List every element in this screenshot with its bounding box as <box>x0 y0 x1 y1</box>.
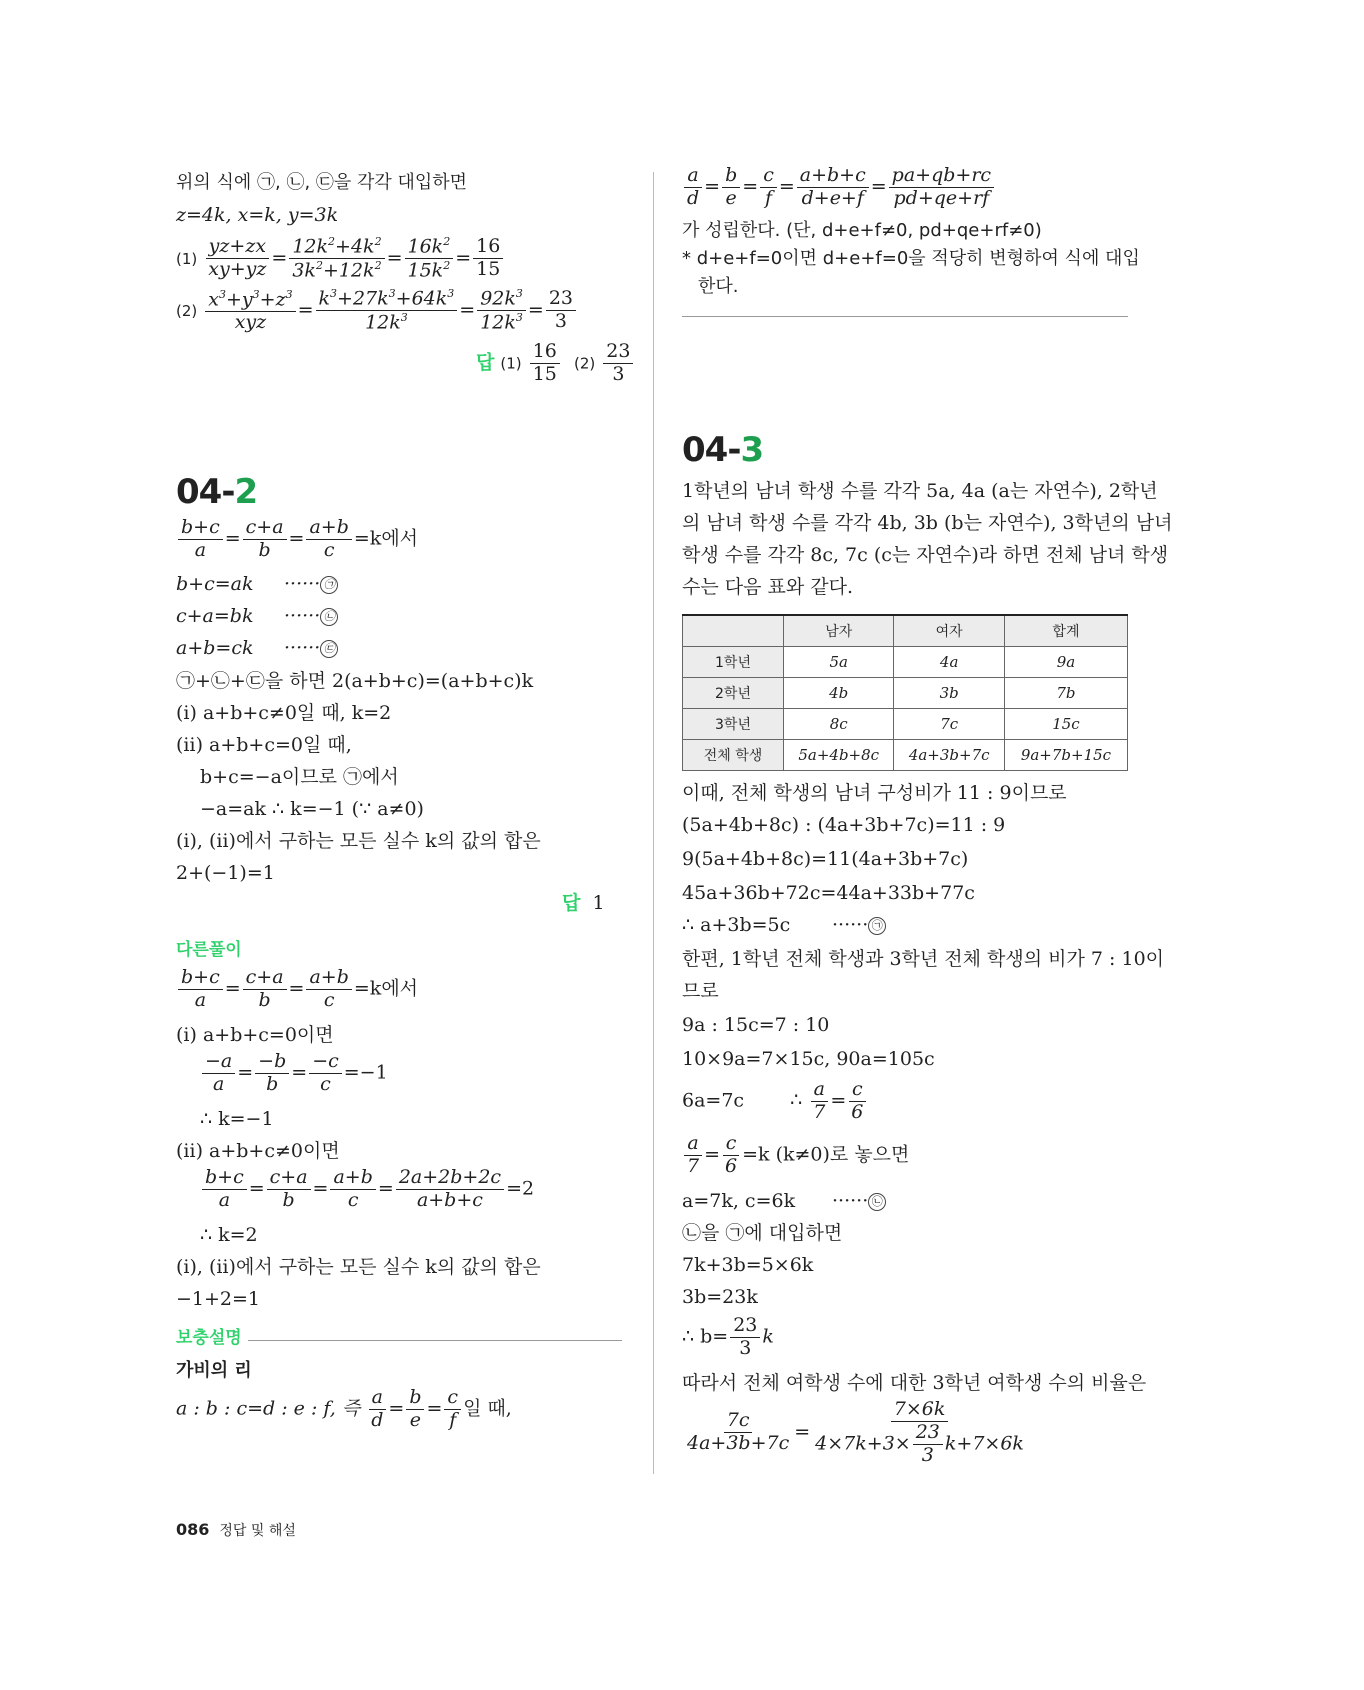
supplement-title: 보충설명 <box>176 1328 242 1348</box>
conclusion-line: (ⅰ), (ⅱ)에서 구하는 모든 실수 k의 값의 합은 <box>176 830 541 852</box>
sol-r3: 9(5a+4b+8c)=11(4a+3b+7c) <box>682 848 969 870</box>
sol-r11-tail: =k (k≠0)로 놓으면 <box>742 1143 910 1166</box>
table-cell: 8c <box>784 709 894 740</box>
section-heading-04-2 <box>176 472 257 512</box>
alt-k1: ∴ k=−1 <box>200 1108 274 1130</box>
therefore-symbol: ∴ <box>790 1089 803 1112</box>
answer-2-value: 1 <box>592 892 605 914</box>
case2a-line: b+c=−a이므로 ㉠에서 <box>200 766 399 788</box>
sol-r7: 므로 <box>682 980 719 1002</box>
heading-number: 2 <box>234 472 258 512</box>
sol-r13: ㉡을 ㉠에 대입하면 <box>682 1222 843 1244</box>
dots: ······ <box>832 914 869 936</box>
sol-r11: $\frac{a}{7}$ = $\frac{c}{6}$ =k (k≠0)로 놓으면 <box>682 1134 909 1177</box>
alt-given-equation: $\frac{b+c}{a}$ = $\frac{c+a}{b}$ = $\frac{a+b}{c}$ =k에서 <box>176 968 418 1011</box>
final-ratio: $\frac{7c}{4a+3b+7c}$ = 7×6k 4×7k+3× $\frac{23}{3}$ k+7×6k <box>687 1398 1024 1466</box>
problem-p4: 수는 다음 표와 같다. <box>682 576 853 598</box>
table-cell: 7c <box>894 709 1004 740</box>
answer-label: 답 <box>476 351 495 374</box>
table-cell: 1학년 <box>683 647 784 678</box>
heading-prefix: 04- <box>682 430 741 470</box>
sol-r16-pre: ∴ b= <box>682 1325 729 1348</box>
part2-equation: (2) $\frac{x^3+y^3+z^3}{\text{xyz}}$ = $\frac{k^3+27k^3+64k^3}{12k^3}$ = $\frac{92k^3}{12k^3}$ = $\frac{23}{3}$ <box>176 288 578 334</box>
answer-label: 답 <box>562 892 581 914</box>
alt-case1-eq: $\frac{-a}{a}$ = $\frac{-b}{b}$ = $\frac{-c}{c}$ =−1 <box>200 1052 388 1095</box>
table-header-row <box>683 615 1128 647</box>
top-rule <box>682 316 1128 317</box>
answer-part1-label: (1) <box>500 354 522 373</box>
alt-conclusion: (ⅰ), (ⅱ)에서 구하는 모든 실수 k의 값의 합은 <box>176 1256 541 1278</box>
circle-2-label: ㉡ <box>868 1193 886 1211</box>
student-table <box>682 614 1128 771</box>
table-cell: 7b <box>1004 678 1127 709</box>
part1-equation: (1) $\frac{yz+zx}{xy+yz}$ = $\frac{12k^2+4k^2}{3k^2+12k^2}$ = $\frac{16k^2}{15k^2}$ = $\frac{16}{15}$ <box>176 236 505 282</box>
gabi-equation: $\frac{a}{d}$ = $\frac{b}{e}$ = $\frac{c}{f}$ = $\frac{a+b+c}{d+e+f}$ = $\frac{pa+qb+rc}{pd+qe+rf}$ <box>682 166 996 209</box>
result-line: 2+(−1)=1 <box>176 862 275 884</box>
table-header: 여자 <box>894 615 1004 647</box>
table-cell: 4a <box>894 647 1004 678</box>
given-equation: $\frac{b+c}{a}$ = $\frac{c+a}{b}$ = $\frac{a+b}{c}$ =k에서 <box>176 518 418 561</box>
part1-label: (1) <box>176 249 198 268</box>
table-row <box>683 647 1128 678</box>
sol-r16: ∴ b= $\frac{23}{3}$ k <box>682 1314 774 1359</box>
eq2-line <box>176 605 335 627</box>
table-row <box>683 740 1128 771</box>
heading-number: 3 <box>740 430 764 470</box>
dots: ······ <box>284 573 321 595</box>
sol-r14: 7k+3b=5×6k <box>682 1254 814 1276</box>
gabi-condition: 가 성립한다. (단, d+e+f≠0, pd+qe+rf≠0) <box>682 220 1042 241</box>
table-row <box>683 709 1128 740</box>
page-footer <box>176 1520 296 1540</box>
eq-suffix: =k에서 <box>353 977 419 1000</box>
table-cell: 4b <box>784 678 894 709</box>
sol-r17: 따라서 전체 여학생 수에 대한 3학년 여학생 수의 비율은 <box>682 1372 1147 1394</box>
section-heading-04-3 <box>682 430 763 470</box>
sol-r2: (5a+4b+8c) : (4a+3b+7c)=11 : 9 <box>682 814 1006 836</box>
supplement-rule <box>248 1340 622 1341</box>
sol-r12-text: a=7k, c=6k <box>682 1190 796 1212</box>
table-row <box>683 678 1128 709</box>
alt-case2-tail: =2 <box>506 1177 535 1200</box>
sol-r12 <box>682 1190 883 1212</box>
table-header: 남자 <box>784 615 894 647</box>
table-cell: 15c <box>1004 709 1127 740</box>
circle-1-label: ㉠ <box>320 576 338 594</box>
circle-3-label: ㉢ <box>320 640 338 658</box>
sol-r1: 이때, 전체 학생의 남녀 구성비가 11 : 9이므로 <box>682 782 1067 804</box>
alt-case1-tail: =−1 <box>343 1061 388 1084</box>
table-cell: 9a+7b+15c <box>1004 740 1127 771</box>
case2b-line: −a=ak ∴ k=−1 (∵ a≠0) <box>200 798 424 820</box>
table-header <box>683 615 784 647</box>
alt-result: −1+2=1 <box>176 1288 261 1310</box>
alt-k2: ∴ k=2 <box>200 1224 258 1246</box>
dots: ······ <box>284 605 321 627</box>
problem-p1: 1학년의 남녀 학생 수를 각각 5a, 4a (a는 자연수), 2학년 <box>682 480 1158 502</box>
sol-r15: 3b=23k <box>682 1286 758 1308</box>
eq2: c+a=bk <box>176 605 254 627</box>
column-divider <box>653 172 654 1474</box>
sum-line: ㉠+㉡+㉢을 하면 2(a+b+c)=(a+b+c)k <box>176 670 534 692</box>
eq1: b+c=ak <box>176 573 254 595</box>
table-cell: 2학년 <box>683 678 784 709</box>
circle-1-label: ㉠ <box>868 917 886 935</box>
supp-post: 일 때, <box>463 1397 512 1420</box>
sol-r10-text: 6a=7c <box>682 1089 745 1112</box>
eq3: a+b=ck <box>176 637 254 659</box>
substitution: z=4k, x=k, y=3k <box>176 204 339 226</box>
alt-case2-eq: $\frac{b+c}{a}$ = $\frac{c+a}{b}$ = $\frac{a+b}{c}$ = $\frac{2a+2b+2c}{a+b+c}$ =2 <box>200 1168 534 1211</box>
sol-r10: 6a=7c ∴ $\frac{a}{7}$ = $\frac{c}{6}$ <box>682 1080 868 1123</box>
table-header: 합계 <box>1004 615 1127 647</box>
alt-solution-title: 다른풀이 <box>176 940 242 960</box>
case1-line: (ⅰ) a+b+c≠0일 때, k=2 <box>176 702 392 724</box>
supp-pre: a : b : c=d : e : f, 즉 <box>176 1397 361 1420</box>
sol-r9: 10×9a=7×15c, 90a=105c <box>682 1048 935 1070</box>
page-number: 086 <box>176 1520 210 1539</box>
heading-prefix: 04- <box>176 472 235 512</box>
table-cell: 전체 학생 <box>683 740 784 771</box>
alt-case1: (ⅰ) a+b+c=0이면 <box>176 1024 334 1046</box>
table-cell: 3학년 <box>683 709 784 740</box>
gabi-note-1: * d+e+f=0이면 d+e+f=0을 적당히 변형하여 식에 대입 <box>682 248 1140 269</box>
sol-r4: 45a+36b+72c=44a+33b+77c <box>682 882 975 904</box>
table-cell: 3b <box>894 678 1004 709</box>
part2-label: (2) <box>176 301 198 320</box>
eq1-line <box>176 573 335 595</box>
answer-1: 답 (1) $\frac{16}{15}$ (2) $\frac{23}{3}$ <box>476 342 635 385</box>
problem-p3: 학생 수를 각각 8c, 7c (c는 자연수)라 하면 전체 남녀 학생 <box>682 544 1169 566</box>
sol-r6: 한편, 1학년 전체 학생과 3학년 전체 학생의 비가 7 : 10이 <box>682 948 1165 970</box>
supplement-line: a : b : c=d : e : f, 즉 $\frac{a}{d}$ = $\frac{b}{e}$ = $\frac{c}{f}$ 일 때, <box>176 1386 512 1431</box>
problem-p2: 의 남녀 학생 수를 각각 4b, 3b (b는 자연수), 3학년의 남녀 <box>682 512 1173 534</box>
table-cell: 4a+3b+7c <box>894 740 1004 771</box>
supplement-subtitle: 가비의 리 <box>176 1360 252 1381</box>
table-cell: 9a <box>1004 647 1127 678</box>
sol-r8: 9a : 15c=7 : 10 <box>682 1014 830 1036</box>
table-cell: 5a+4b+8c <box>784 740 894 771</box>
book-section-title: 정답 및 해설 <box>219 1523 296 1539</box>
case2-line: (ⅱ) a+b+c=0일 때, <box>176 734 352 756</box>
eq3-line <box>176 637 335 659</box>
gabi-note-2: 한다. <box>698 276 739 297</box>
intro-text: 위의 식에 ㉠, ㉡, ㉢을 각각 대입하면 <box>176 172 468 193</box>
sol-r5 <box>682 914 883 936</box>
sol-r5-text: ∴ a+3b=5c <box>682 914 791 936</box>
table-cell: 5a <box>784 647 894 678</box>
dots: ······ <box>832 1190 869 1212</box>
answer-part2-label: (2) <box>573 354 596 373</box>
eq-suffix: =k에서 <box>353 527 419 550</box>
circle-2-label: ㉡ <box>320 608 338 626</box>
answer-2 <box>562 894 605 913</box>
dots: ······ <box>284 637 321 659</box>
alt-case2: (ⅱ) a+b+c≠0이면 <box>176 1140 340 1162</box>
